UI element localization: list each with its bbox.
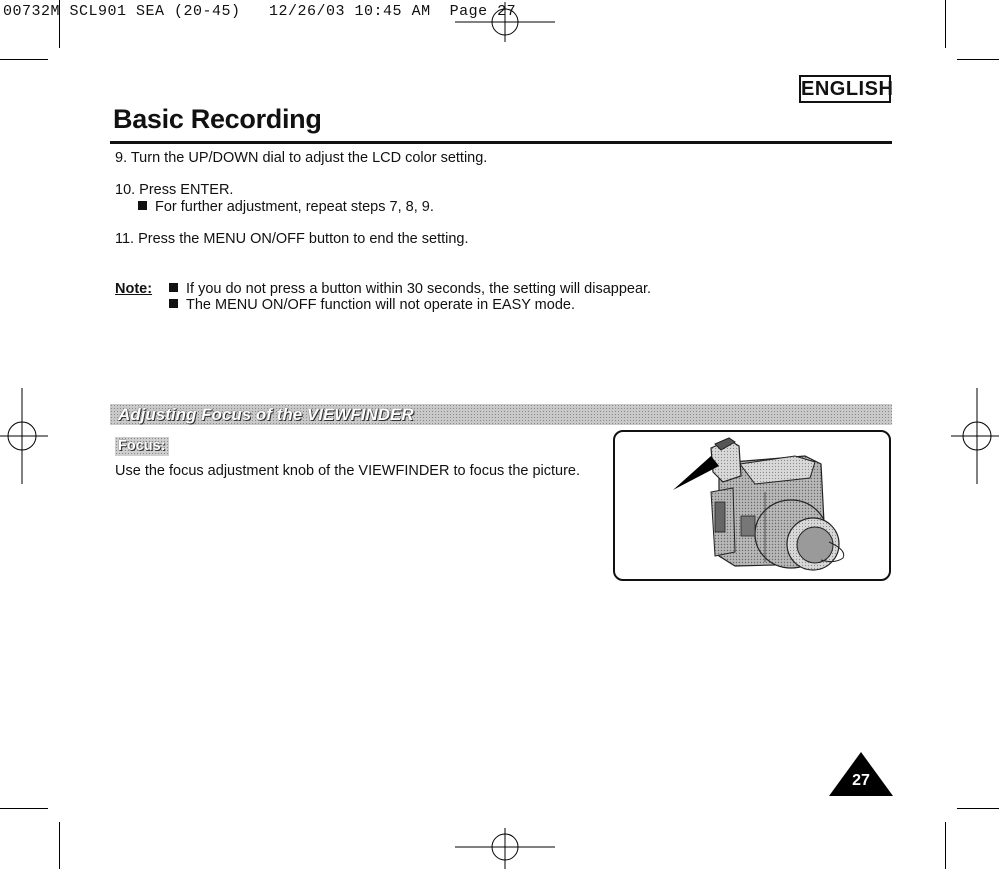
bullet-square-icon <box>169 283 178 292</box>
step-10-bullet <box>138 199 434 216</box>
focus-instructions: Use the focus adjustment knob of the VIEWFINDER to focus the picture. <box>115 463 581 479</box>
section-header-bar <box>110 404 892 425</box>
step-9: 9. Turn the UP/DOWN dial to adjust the LCD color setting. <box>115 150 488 166</box>
crop-mark <box>59 822 60 869</box>
title-divider <box>110 141 892 144</box>
crop-mark <box>0 808 48 809</box>
note-item <box>169 281 651 298</box>
page-title: Basic Recording <box>113 104 322 134</box>
sub-heading-focus <box>115 437 169 456</box>
print-header: 00732M SCL901 SEA (20-45) 12/26/03 10:45 AM Page 27 <box>3 3 517 20</box>
crop-mark <box>957 59 999 60</box>
step-10-bullet-text: For further adjustment, repeat steps 7, 8, 9. <box>155 199 434 215</box>
step-10: 10. Press ENTER. <box>115 182 234 198</box>
section-title: Adjusting Focus of the VIEWFINDER <box>118 405 414 424</box>
note-item <box>169 297 575 314</box>
crop-mark <box>957 808 999 809</box>
registration-mark-icon <box>455 828 555 869</box>
bullet-square-icon <box>138 201 147 210</box>
crop-mark <box>0 59 48 60</box>
note-item-text: If you do not press a button within 30 seconds, the setting will disappear. <box>186 281 652 297</box>
page-number-badge <box>829 752 893 796</box>
step-11: 11. Press the MENU ON/OFF button to end the setting. <box>115 231 469 247</box>
camcorder-viewfinder-illustration-icon <box>615 432 889 579</box>
note-item-text: The MENU ON/OFF function will not operate in EASY mode. <box>186 297 575 313</box>
language-badge: ENGLISH <box>799 75 891 103</box>
sub-heading-text: Focus: <box>118 438 166 454</box>
crop-mark <box>945 0 946 48</box>
registration-mark-icon <box>0 388 48 484</box>
page-number: 27 <box>852 772 870 789</box>
registration-mark-icon <box>951 388 999 484</box>
note-label: Note: <box>115 281 153 297</box>
figure-frame <box>613 430 891 581</box>
bullet-square-icon <box>169 299 178 308</box>
crop-mark <box>945 822 946 869</box>
